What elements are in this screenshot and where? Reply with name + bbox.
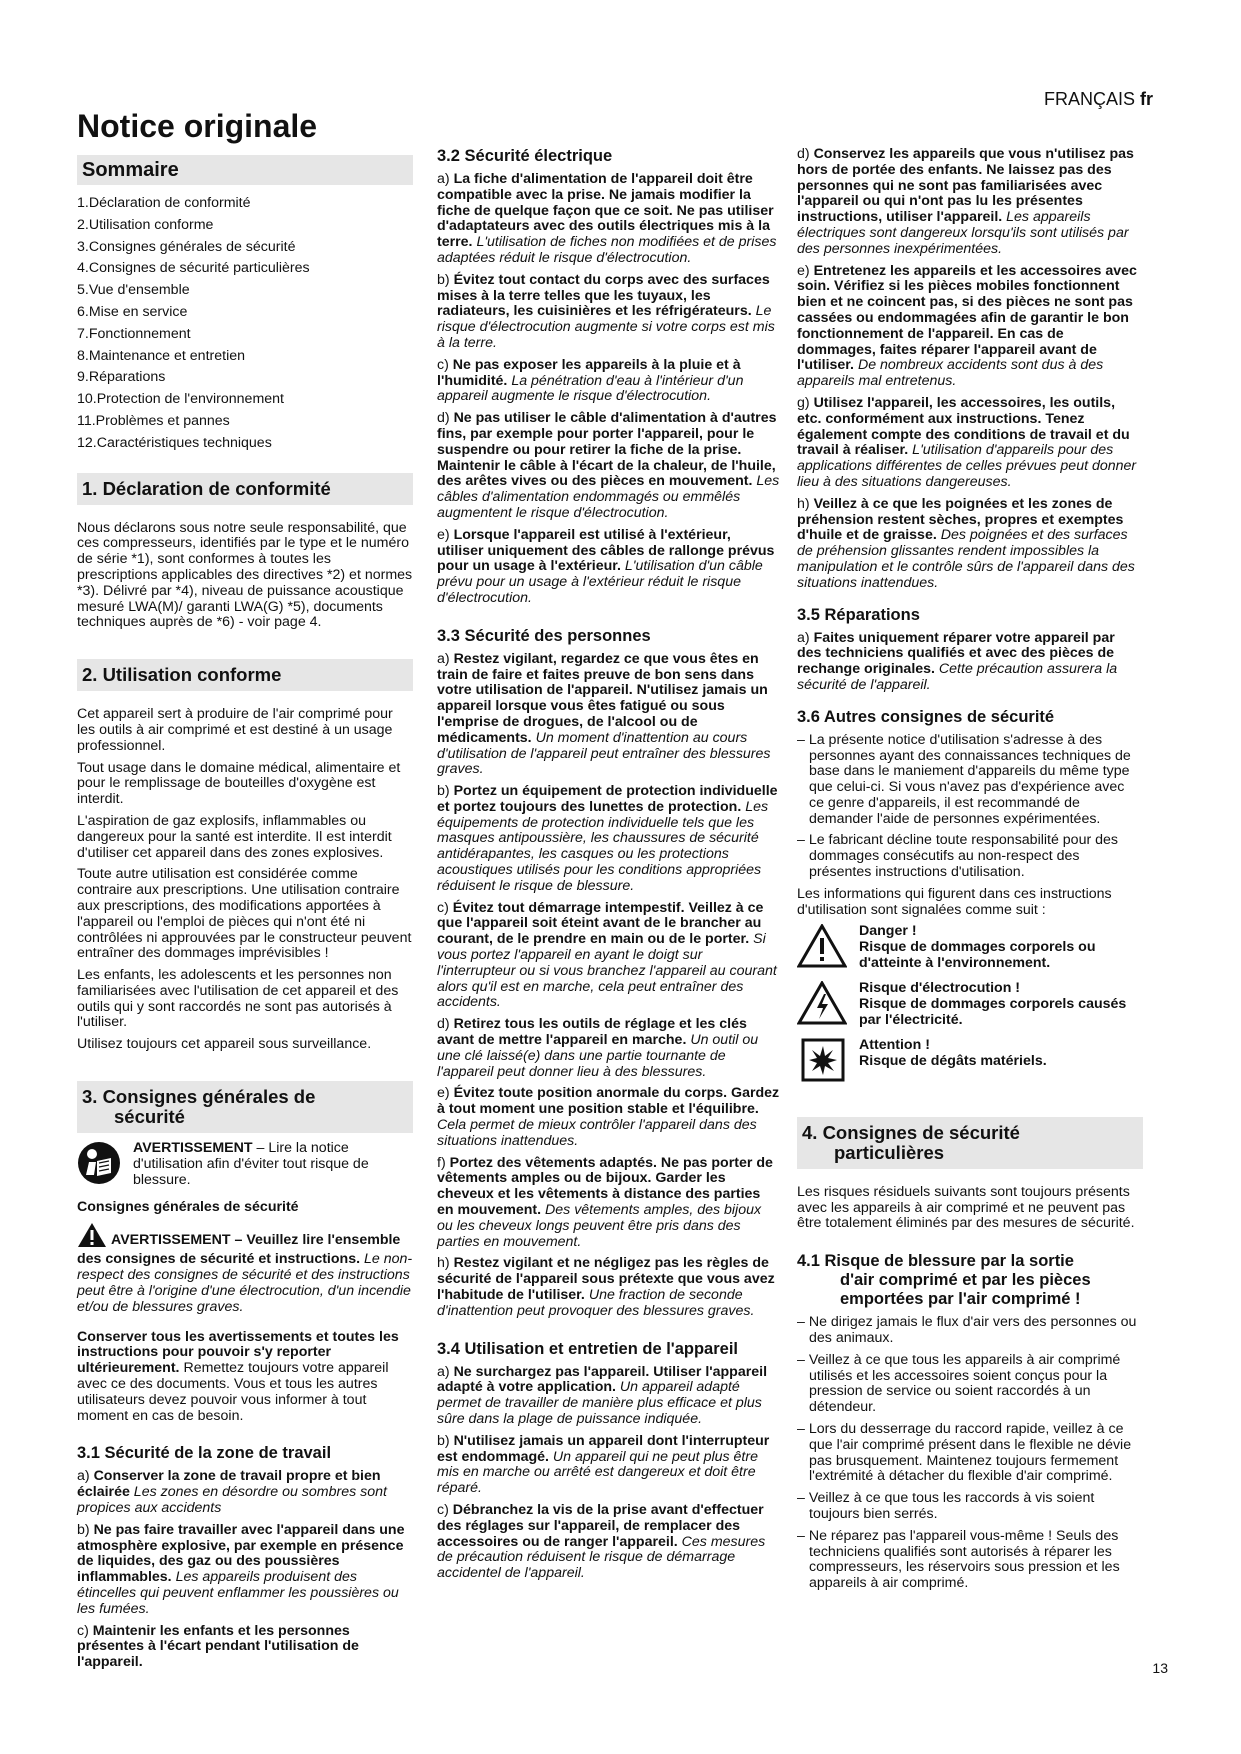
list-item: b) Portez un équipement de protection individuelle et portez toujours des lunettes de protection. Les équipements de protection individuelle tels que les masques antipoussière, les chaussures de sécurité antidérapantes, les casques ou les protections acoustiques utilisés pour les conditions appropriées réduisent le risque de blessure. [437,783,778,894]
warning-triangle-icon [77,1222,107,1253]
symbol-attention [797,1038,1143,1087]
list-item: c) Ne pas exposer les appareils à la pluie et à l'humidité. La pénétration d'eau à l'intérieur d'un appareil augmente le risque d'électrocution. [437,356,744,405]
list-item: c) Évitez tout démarrage intempestif. Veillez à ce que l'appareil soit éteint avant de le brancher au courant, de le prendre en main ou de le porter. Si vous portez l'appareil en ayant le doigt sur l'interrupteur ou si vous branchez l'appareil au courant alors qu'il est en marche, cela peut entraîner des accidents. [437,899,777,1011]
list-item: e) Évitez toute position anormale du corps. Gardez à tout moment une position stable et l'équilibre. Cela permet de mieux contrôler l'appareil dans des situations inattendues. [437,1085,780,1149]
page-number: 13 [1152,1660,1168,1676]
section-4-1-heading [797,1252,1143,1309]
list-item: a) Faites uniquement réparer votre appareil par des techniciens qualifiés et avec des pièces de rechange originales. Cette précaution assurera la sécurité de l'appareil. [797,629,1118,693]
electric-hazard-icon [797,981,849,1030]
section-4-heading [797,1117,1143,1169]
dash-item: – Lors du desserrage du raccord rapide, veillez à ce que l'air comprimé présent dans le flexible ne dévie pas brusquement. Maintenez toujours fermement l'extrémité à détacher du flexible d'air comprimé. [797,1421,1132,1485]
section-4-1-heading-line1: 4.1 Risque de blessure par la sortie [797,1252,1074,1271]
list-item: h) Restez vigilant et ne négligez pas les règles de sécurité de l'appareil sous prétexte que vous avez l'habitude de l'utiliser. Une fraction de seconde d'inattention peut provoquer des blessures graves. [437,1255,775,1319]
symbol-text: Risque de dégâts matériels. [859,1052,1047,1069]
warning-2-title: AVERTISSEMENT – Veuillez lire l'ensemble des consignes de sécurité et instructions. [77,1231,401,1268]
language-header [1044,89,1153,110]
warning-1-title: AVERTISSEMENT [133,1140,253,1157]
toc-item: 7.Fonctionnement [77,325,191,342]
list-item: b) Ne pas faire travailler avec l'appareil dans une atmosphère explosive, par exemple en présence de liquides, des gaz ou des poussières inflammables. Les appareils produisent des étincelles qui peuvent enflammer les poussières ou les fumées. [77,1521,405,1617]
dash-item: – Ne dirigez jamais le flux d'air vers des personnes ou des animaux. [797,1314,1137,1347]
warning-1-text: – Lire la notice d'utilisation afin d'éviter tout risque de blessure. [133,1140,369,1188]
section-3-heading [77,1081,413,1133]
material-damage-icon [797,1038,849,1087]
symbol-danger [797,924,1143,973]
toc-item: 12.Caractéristiques techniques [77,434,272,451]
symbol-title: Danger ! [859,923,917,940]
section-2-para: Les enfants, les adolescents et les personnes non familiarisées avec l'utilisation de cet appareil et des outils qui y sont raccordés ne sont pas autorisés à l'utiliser. [77,967,399,1031]
list-item: g) Utilisez l'appareil, les accessoires, les outils, etc. conformément aux instructions. Tenez également compte des conditions de travail et du travail à réaliser. L'utilisation d'appareils pour des applications différentes de celles prévues peut donner lieu à des situations dangereuses. [797,394,1137,490]
section-3-2-heading: 3.2 Sécurité électrique [437,147,613,165]
list-item: d) Conservez les appareils que vous n'utilisez pas hors de portée des enfants. Ne laissez pas des personnes qui ne sont pas familiarisées avec l'appareil ou qui n'ont pas lu les présentes instructions, utiliser l'appareil. Les appareils électriques sont dangereux lorsqu'ils sont utilisés par des personnes inexpérimentées. [797,146,1134,257]
toc-item: 9.Réparations [77,369,166,386]
dash-item: – Le fabricant décline toute responsabilité pour des dommages consécutifs au non-respect des présentes instructions d'utilisation. [797,832,1119,881]
section-4-heading-line2: particulières [834,1141,945,1163]
list-item: c) Maintenir les enfants et les personnes présentes à l'écart pendant l'utilisation de l'appareil. [77,1622,359,1671]
language-code: fr [1140,89,1153,109]
page-title: Notice originale [77,108,318,144]
section-4-heading-line1: 4. Consignes de sécurité [802,1121,1020,1143]
toc-item: 4.Consignes de sécurité particulières [77,260,310,277]
toc-item: 11.Problèmes et pannes [77,412,230,429]
warning-2-text: Le non-respect des consignes de sécurité et des instructions peut être à l'origine d'une électrocution, d'un incendie et/ou de blessures graves. [77,1251,413,1315]
toc-item: 3.Consignes générales de sécurité [77,238,296,255]
section-2-para: Toute autre utilisation est considérée comme contraire aux prescriptions. Une utilisation contraire aux prescriptions, des modifications apportées à l'appareil ou l'emploi de pièces qui n'ont été ni contrôlées ni approuvées par le constructeur peuvent entraîner des dommages imprévisibles ! [77,866,412,962]
section-4-1-heading-line2: d'air comprimé et par les pièces [840,1271,1091,1290]
section-1-heading: 1. Déclaration de conformité [77,473,413,505]
list-item: c) Débranchez la vis de la prise avant d'effectuer des réglages sur l'appareil, de remplacer des accessoires ou de ranger l'appareil. Ces mesures de précaution réduisent le risque de démarrage accidentel de l'appareil. [437,1501,766,1582]
section-2-para: L'aspiration de gaz explosifs, inflammables ou dangereux pour la santé est interdite. Il est interdit d'utiliser cet appareil dans des zones explosives. [77,812,392,861]
toc-item: 10.Protection de l'environnement [77,391,284,408]
symbol-title: Risque d'électrocution ! [859,980,1021,997]
symbol-text: Risque de dommages corporels ou d'atteinte à l'environnement. [859,939,1096,972]
dash-item: – La présente notice d'utilisation s'adresse à des personnes ayant des connaissances techniques de base dans le maniement d'appareils du même type que celui-ci. Si vous n'avez pas d'expérience avec ce genre d'appareils, il est recommandé de demander l'aide de personnes expérimentées. [797,731,1131,827]
list-item: a) Conserver la zone de travail propre et bien éclairée Les zones en désordre ou sombres sont propices aux accidents [77,1468,387,1517]
warning-2 [77,1222,413,1316]
section-4-1-heading-line3: emportées par l'air comprimé ! [840,1290,1081,1309]
section-3-heading-line2: sécurité [114,1106,185,1128]
keep-instructions [77,1330,413,1425]
section-2-para: Cet appareil sert à produire de l'air comprimé pour les outils à air comprimé et est destiné à un usage professionnel. [77,706,393,754]
toc-item: 5.Vue d'ensemble [77,282,190,299]
language-label: FRANÇAIS [1043,89,1135,109]
column-2 [437,147,780,1588]
dash-item: – Ne réparez pas l'appareil vous-même ! Seuls des techniciens qualifiés sont autorisés à réparer les compresseurs, les réservoirs sous pression et les appareils à air comprimé. [797,1527,1120,1592]
read-manual-warning [77,1141,413,1190]
section-3-5-heading: 3.5 Réparations [797,605,920,624]
symbol-title: Attention ! [859,1037,930,1054]
list-item: e) Lorsque l'appareil est utilisé à l'extérieur, utiliser uniquement des câbles de rallonge prévus pour un usage à l'extérieur. L'utilisation d'un câble prévu pour un usage à l'extérieur réduit le risque d'électrocution. [437,526,775,606]
toc-item: 6.Mise en service [77,303,188,320]
list-item: b) N'utilisez jamais un appareil dont l'interrupteur est endommagé. Un appareil qui ne peut plus être mis en marche ou arrêté est dangereux et doit être réparé. [437,1432,770,1497]
toc-heading: Sommaire [77,155,413,185]
dash-item: – Veillez à ce que tous les appareils à air comprimé utilisés et les accessoires soient conçus pour la pression de service ou soient raccordés à un détendeur. [797,1351,1121,1416]
symbol-text: Risque de dommages corporels causés par l'électricité. [859,996,1127,1028]
symbol-electrocution [797,981,1143,1030]
section-3-3-heading: 3.3 Sécurité des personnes [437,626,651,645]
keep-instructions-title: Conserver tous les avertissements et toutes les instructions pour pouvoir s'y reporter ultérieurement. [77,1328,399,1377]
list-item: d) Ne pas utiliser le câble d'alimentation à d'autres fins, par exemple pour porter l'appareil, pour le suspendre ou pour retirer la fiche de la prise. Maintenir le câble à l'écart de la chaleur, de l'huile, des arêtes vives ou des pièces en mouvement. Les câbles d'alimentation endommagés ou emmêlés augmentent le risque d'électrocution. [437,410,780,521]
list-item: f) Portez des vêtements adaptés. Ne pas porter de vêtements amples ou de bijoux. Garder les cheveux et les vêtements à distance des parties en mouvement. Des vêtements amples, des bijoux ou les cheveux longs peuvent être pris dans des parties en mouvement. [437,1154,773,1250]
list-item: a) La fiche d'alimentation de l'appareil doit être compatible avec la prise. Ne jamais modifier la fiche de quelque façon que ce soit. Ne pas utiliser d'adaptateurs avec des outils électriques mis à la terre. L'utilisation de fiches non modifiées et de prises adaptées réduit le risque d'électrocution. [437,171,777,266]
toc-item: 8.Maintenance et entretien [77,347,245,364]
section-3-1-heading: 3.1 Sécurité de la zone de travail [77,1444,332,1463]
list-item: a) Ne surchargez pas l'appareil. Utiliser l'appareil adapté à votre application. Un appareil adapté permet de travailler de manière plus efficace et plus sûre dans la plage de puissance indiquée. [437,1363,768,1427]
toc-item: 1.Déclaration de conformité [77,195,251,211]
section-2-heading: 2. Utilisation conforme [77,659,413,691]
column-1 [77,155,413,1677]
section-1-text: Nous déclarons sous notre seule responsabilité, que ces compresseurs, identifiés par le type et le numéro de série *1), sont conformes à toutes les prescriptions applicables des directives *2) et normes *3). Délivré par *4), niveau de puissance acoustique mesuré LWA(M)/ garanti LWA(G) *5), documents techniques auprès de *6) - voir page 4. [77,519,413,631]
list-item: a) Restez vigilant, regardez ce que vous êtes en train de faire et faites preuve de bon sens dans votre utilisation de l'appareil. N'utilisez jamais un appareil lorsque vous êtes fatigué ou sous l'emprise de drogues, de l'alcool ou de médicaments. Un moment d'inattention au cours d'utilisation de l'appareil peut entraîner des blessures graves. [437,650,771,778]
list-item: d) Retirez tous les outils de réglage et les clés avant de mettre l'appareil en marche. Un outil ou une clé laissé(e) dans une partie tournante de l'appareil peut donner lieu à des blessures. [437,1016,759,1080]
table-of-contents [77,193,413,455]
section-3-4-heading: 3.4 Utilisation et entretien de l'appareil [437,1339,739,1358]
section-4-text: Les risques résiduels suivants sont toujours présents avec les appareils à air comprimé et ne peuvent pas être totalement éliminés par des mesures de sécurité. [797,1183,1135,1232]
read-manual-icon [77,1141,121,1190]
toc-item: 2.Utilisation conforme [77,216,214,233]
section-2-para: Utilisez toujours cet appareil sous surveillance. [77,1036,372,1053]
danger-triangle-icon [797,924,849,973]
section-2-para: Tout usage dans le domaine médical, alimentaire et pour le remplissage de bouteilles d'oxygène est interdit. [77,759,401,808]
section-3-6-heading: 3.6 Autres consignes de sécurité [797,707,1055,726]
list-item: e) Entretenez les appareils et les accessoires avec soin. Vérifiez si les pièces mobiles fonctionnent bien et ne coincent pas, si des pièces ne sont pas cassées ou endommagées afin de garantir le bon fonctionnement de l'appareil. En cas de dommages, faites réparer l'appareil avant de l'utiliser. De nombreux accidents sont dus à des appareils mal entretenus. [797,262,1137,390]
dash-item: – Veillez à ce que tous les raccords à vis soient toujours bien serrés. [797,1490,1095,1523]
symbols-intro: Les informations qui figurent dans ces instructions d'utilisation sont signalées comme suit : [797,885,1112,918]
general-safety-title: Consignes générales de sécurité [77,1198,299,1215]
list-item: h) Veillez à ce que les poignées et les zones de préhension restent sèches, propres et exemptes d'huile et de graisse. Des poignées et des surfaces de préhension glissantes rendent impossibles la manipulation et le contrôle sûrs de l'appareil dans des situations inattendues. [797,495,1135,591]
list-item: b) Évitez tout contact du corps avec des surfaces mises à la terre telles que les tuyaux, les radiateurs, les cuisinières et les réfrigérateurs. Le risque d'électrocution augmente si votre corps est mis à la terre. [437,271,775,351]
keep-instructions-text: Remettez toujours votre appareil avec ce des documents. Vous et tous les autres utilisateurs devez pouvoir vous informer à tout moment en cas de besoin. [77,1360,389,1424]
section-3-heading-line1: 3. Consignes générales de [82,1086,316,1108]
column-3 [797,147,1143,1598]
